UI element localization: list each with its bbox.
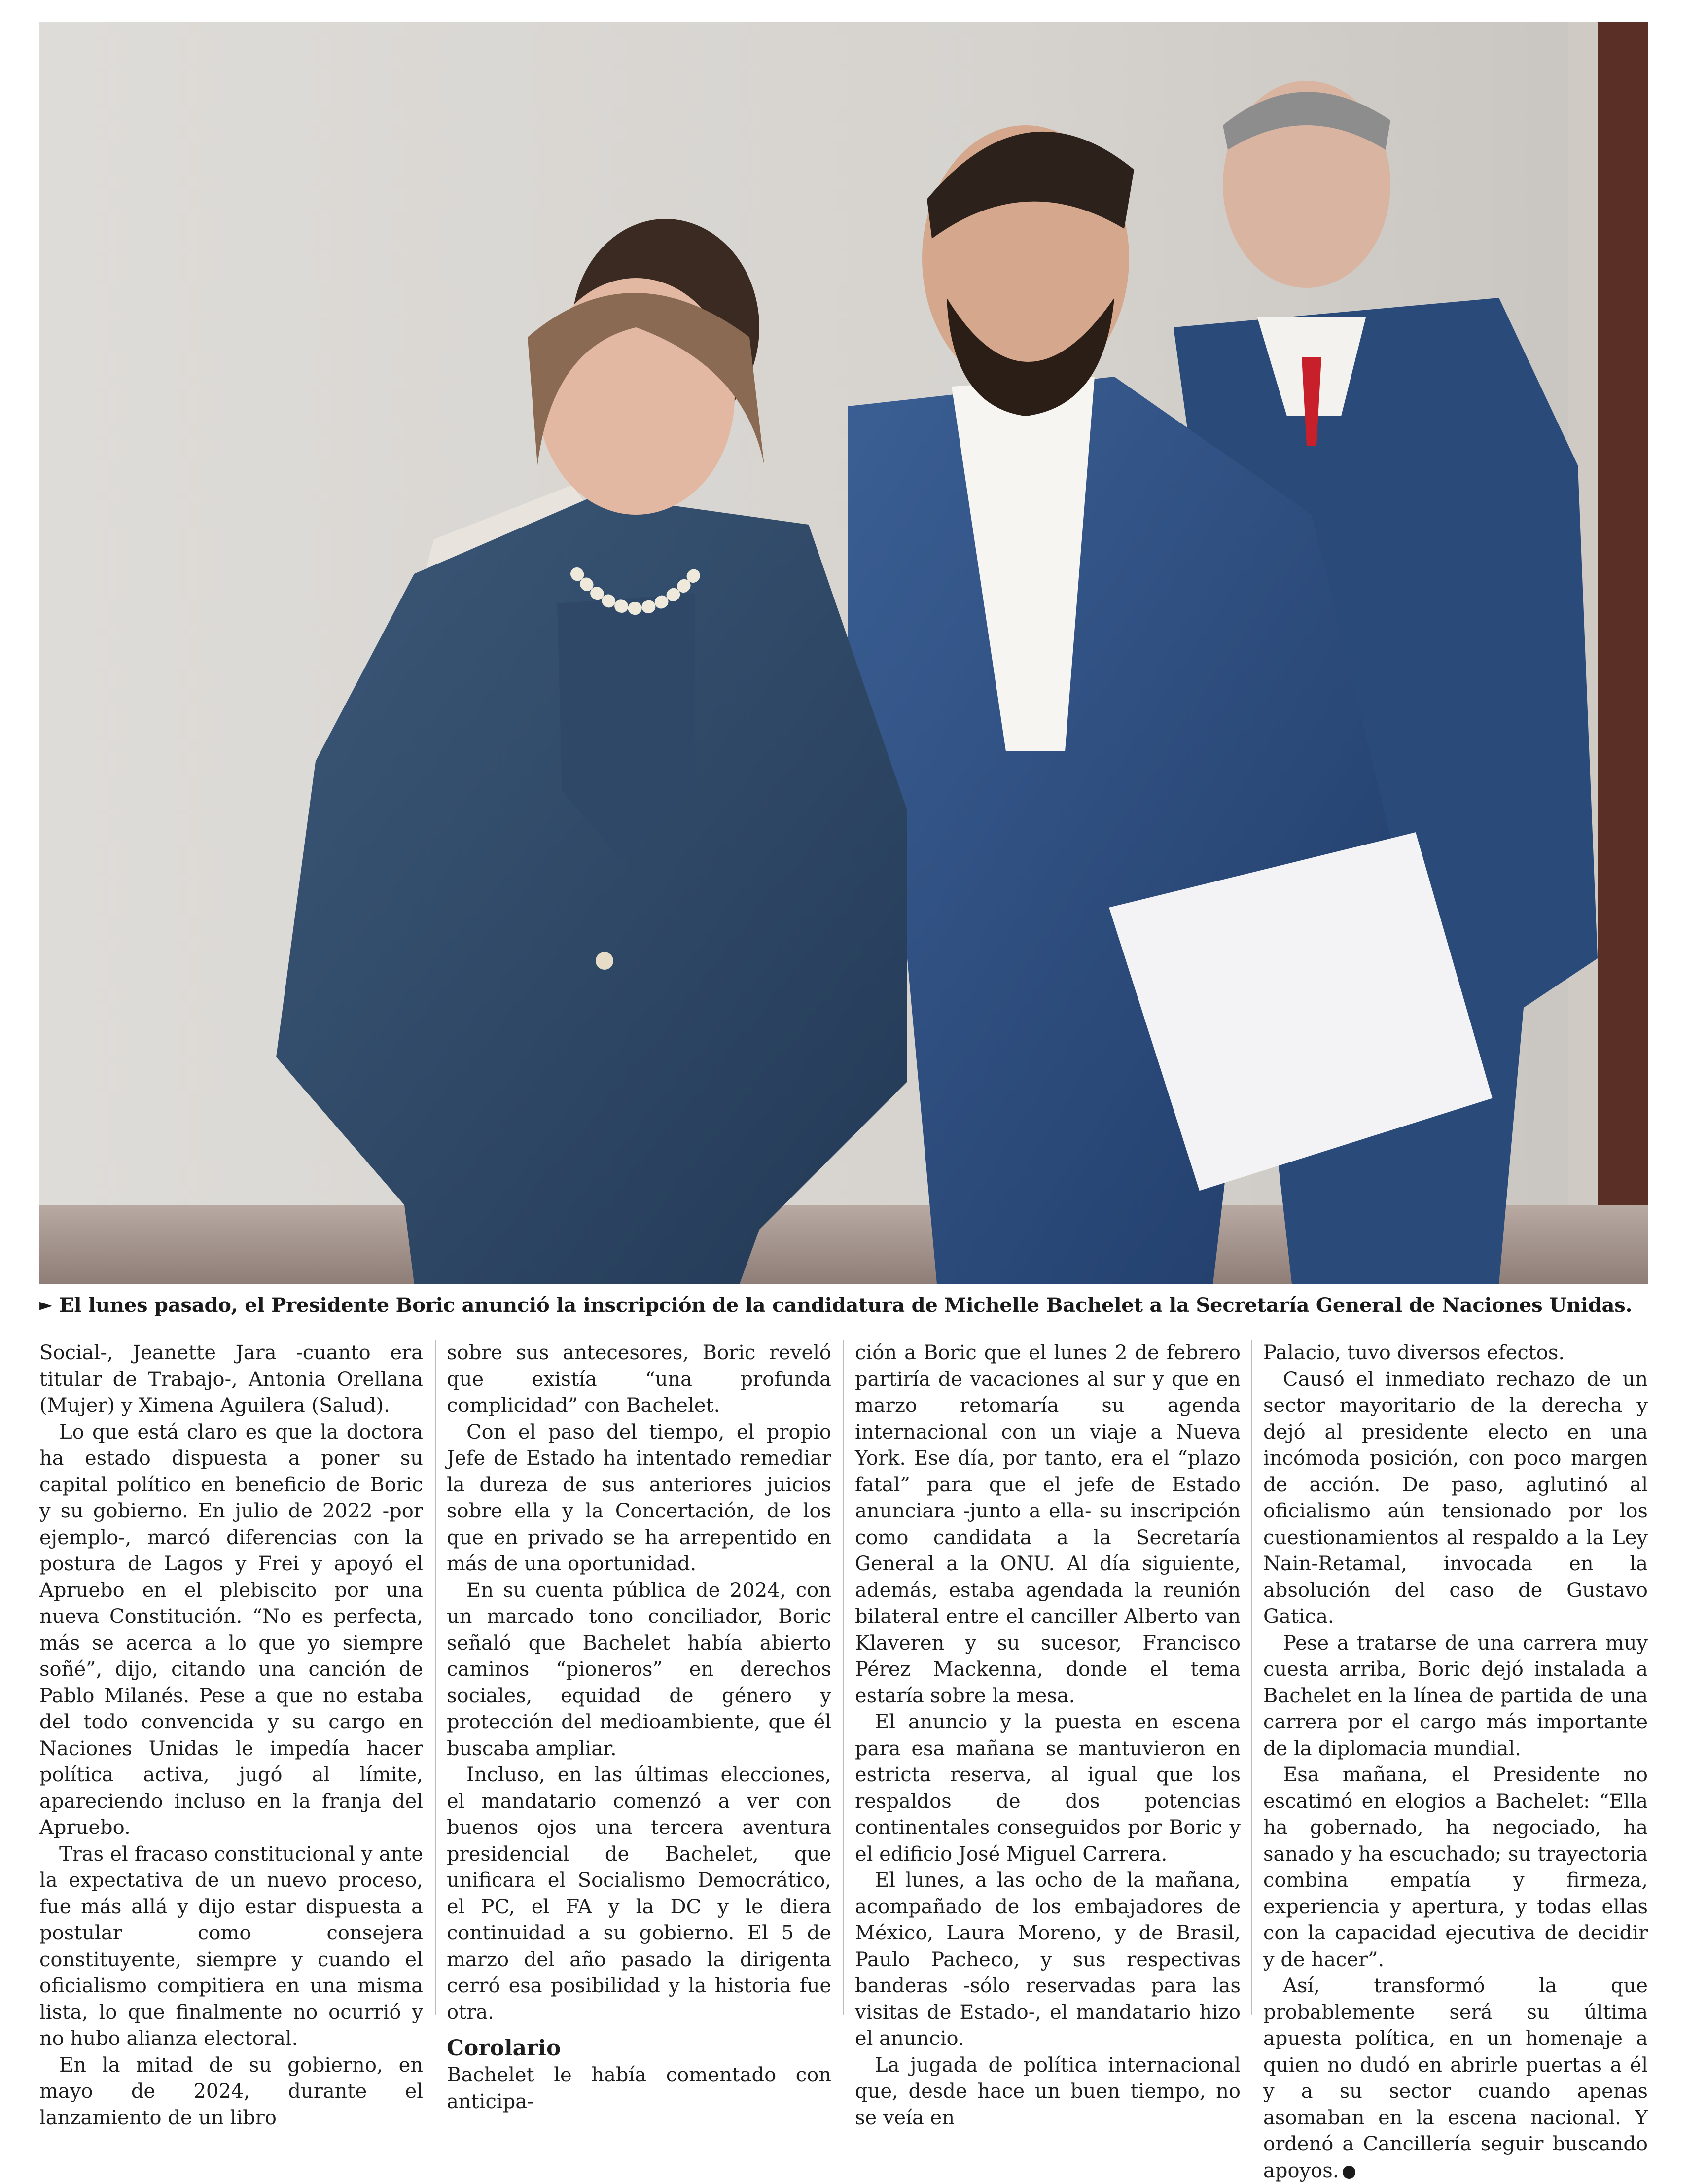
paragraph (1263, 1973, 1648, 2184)
paragraph: Social-, Jeanette Jara -cuanto era titular de Trabajo-, Antonia Orellana (Mujer) y Ximena Aguilera (Salud). (39, 1341, 423, 1417)
paragraph: sobre sus antecesores, Boric reveló que existía “una profunda complicidad” con Bachelet. (447, 1341, 831, 1417)
paragraph: El lunes, a las ocho de la mañana, acompañado de los embajadores de México, Laura Moreno, y de Brasil, Paulo Pacheco, y sus respectivas banderas -sólo reservadas para las visitas de Estado-, el mandatario hizo el anuncio. (855, 1869, 1241, 2050)
paragraph: Causó el inmediato rechazo de un sector mayoritario de la derecha y dejó al presidente electo en una incómoda posición, con poco margen de acción. De paso, aglutinó al oficialismo aún tensionado por los cuestionamientos al respaldo a la Ley Nain-Retamal, invocada en la absolución del caso de Gustavo Gatica. (1263, 1368, 1648, 1628)
paragraph: En su cuenta pública de 2024, con un marcado tono conciliador, Boric señaló que Bachelet había abierto caminos “pioneros” en derechos sociales, equidad de género y protección del medioambiente, que él buscaba ampliar. (447, 1579, 831, 1760)
paragraph: La jugada de política internacional que, desde hace un buen tiempo, no se veía en (855, 2053, 1241, 2129)
caption-marker-icon: ► (39, 1295, 52, 1315)
column-divider (1251, 1340, 1252, 2015)
article-column-2 (447, 1340, 831, 2113)
paragraph: Palacio, tuvo diversos efectos. (1263, 1341, 1565, 1364)
paragraph: ción a Boric que el lunes 2 de febrero partiría de vacaciones al sur y que en marzo retomaría su agenda internacional con un viaje a Nueva York. Ese día, por tanto, era el “plazo fatal” para que el jefe de Estado anunciara -junto a ella- su inscripción como candidata a la Secretaría General a la ONU. Al día siguiente, además, estaba agendada la reunión bilateral entre el canciller Alberto van Klaveren y su sucesor, Francisco Pérez Mackenna, donde el tema estaría sobre la mesa. (855, 1341, 1241, 1707)
article-column-4 (1263, 1340, 1648, 2182)
photo-icon (39, 22, 1648, 1284)
end-of-article-icon: Ⓟ (1343, 2166, 1355, 2179)
paragraph: Esa mañana, el Presidente no escatimó en elogios a Bachelet: “Ella ha gobernado, ha negociado, ha sanado y ha escuchado; su trayectoria combina empatía y firmeza, experiencia y apertura, y todas ellas con la capacidad ejecutiva de decidir y de hacer”. (1263, 1763, 1648, 1971)
paragraph: Bachelet le había comentado con anticipa- (447, 2064, 831, 2113)
article-column-3 (855, 1340, 1241, 2129)
paragraph: Lo que está claro es que la doctora ha estado dispuesta a poner su capital político en beneficio de Boric y su gobierno. En julio de 2022 -por ejemplo-, marcó diferencias con la postura de Lagos y Frei y apoyó el Apruebo en el plebiscito por una nueva Constitución. “No es perfecta, más se acerca a lo que yo siempre soñé”, dijo, citando una canción de Pablo Milanés. Pese a que no estaba del todo convencida y su cargo en Naciones Unidas le impedía hacer política activa, jugó al límite, apareciendo incluso en la franja del Apruebo. (39, 1420, 423, 1839)
paragraph: En la mitad de su gobierno, en mayo de 2024, durante el lanzamiento de un libro (39, 2053, 423, 2129)
article-photo (39, 22, 1648, 1284)
paragraph: Pese a tratarse de una carrera muy cuesta arriba, Boric dejó instalada a Bachelet en la línea de partida de una carrera por el cargo más importante de la diplomacia mundial. (1263, 1631, 1648, 1760)
column-divider (843, 1340, 844, 2015)
article-column-1 (39, 1340, 423, 2129)
paragraph: Con el paso del tiempo, el propio Jefe de Estado ha intentado remediar la dureza de sus anteriores juicios sobre ella y la Concertación, de los que en privado se ha arrepentido en más de una oportunidad. (447, 1420, 831, 1575)
column-divider (435, 1340, 436, 2015)
paragraph: El anuncio y la puesta en escena para esa mañana se mantuvieron en estricta reserva, al igual que los respaldos de dos potencias continentales conseguidos por Boric y el edificio José Miguel Carrera. (855, 1711, 1241, 1866)
photo-caption (39, 1288, 1648, 1322)
paragraph: Tras el fracaso constitucional y ante la expectativa de un nuevo proceso, fue más allá y dijo estar dispuesta a postular como consejera constituyente, siempre y cuando el oficialismo compitiera en una misma lista, lo que finalmente no ocurrió y no hubo alianza electoral. (39, 1842, 423, 2050)
caption-text: El lunes pasado, el Presidente Boric anunció la inscripción de la candidatura de Michelle Bachelet a la Secretaría General de Naciones Unidas. (59, 1293, 1633, 1317)
paragraph-text: Así, transformó la que probablemente será su última apuesta política, en un homenaje a quien no dudó en abrirle puertas a él y a su sector cuando apenas asomaban en la escena nacional. Y ordenó a Cancillería seguir buscando apoyos. (1263, 1974, 1648, 2182)
paragraph: Incluso, en las últimas elecciones, el mandatario comenzó a ver con buenos ojos una tercera aventura presidencial de Bachelet, que unificara el Socialismo Democrático, el PC, el FA y la DC y le diera continuidad a su gobierno. El 5 de marzo del año pasado la dirigenta cerró esa posibilidad y la historia fue otra. (447, 1763, 831, 2024)
section-heading: Corolario (447, 2036, 561, 2061)
